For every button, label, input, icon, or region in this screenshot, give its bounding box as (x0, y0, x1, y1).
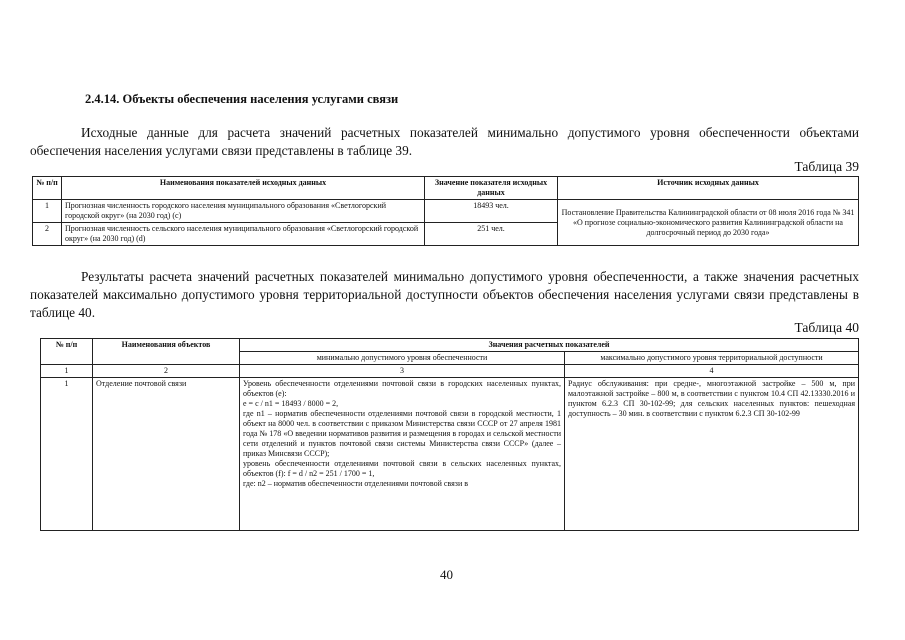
header-value: Значение показателя исходных данных (425, 177, 558, 200)
min-line: где: n2 – норматив обеспеченности отделениями почтовой связи в (243, 479, 469, 488)
section-title: 2.4.14. Объекты обеспечения населения услугами связи (85, 92, 399, 106)
table-row (33, 200, 859, 223)
header-source: Источник исходных данных (558, 177, 859, 200)
row-num: 1 (41, 378, 93, 531)
row-num: 1 (33, 200, 62, 223)
table-row (41, 378, 859, 531)
min-line: e = c / n1 = 18493 / 8000 = 2, (243, 399, 339, 408)
col-number: 2 (93, 365, 240, 378)
row-num: 2 (33, 223, 62, 246)
header-name: Наименования объектов (93, 339, 240, 365)
row-name: Прогнозная численность сельского населения муниципального образования «Светлогорский городской округ» (на 2030 год) (d) (62, 223, 425, 246)
row-min-text (240, 378, 565, 531)
table40-label: Таблица 40 (794, 320, 859, 335)
row-max-text: Радиус обслуживания: при средне-, многоэтажной застройке – 500 м, при малоэтажной застройке – 800 м, в соответствии с пунктом 10.4 СП 42.13330.2016 и пунктом 6.2.3 СП 30-102-99; для сельских населенных пунктов: пешеходная доступность – 30 мин. в соответствии с пунктом 6.2.3 СП 30-102-99 (565, 378, 859, 531)
column-number-row (41, 365, 859, 378)
table-39 (32, 176, 859, 246)
row-name: Прогнозная численность городского населения муниципального образования «Светлогорский городской округ» (на 2030 год) (c) (62, 200, 425, 223)
col-number: 1 (41, 365, 93, 378)
row-value: 18493 чел. (425, 200, 558, 223)
col-number: 3 (240, 365, 565, 378)
row-source: Постановление Правительства Калининградской области от 08 июля 2016 года № 341 «О прогнозе социально-экономического развития Калининградской области на долгосрочный период до 2030 года» (558, 200, 859, 246)
min-line: уровень обеспеченности отделениями почтовой связи в сельских населенных пунктах, объектов (f): f = d / n2 = 251 / 1700 = 1, (243, 459, 561, 478)
row-value: 251 чел. (425, 223, 558, 246)
header-name: Наименования показателей исходных данных (62, 177, 425, 200)
table-header-row (41, 339, 859, 352)
header-min: минимально допустимого уровня обеспеченности (240, 352, 565, 365)
header-num: № п/п (41, 339, 93, 365)
row-name: Отделение почтовой связи (93, 378, 240, 531)
col-number: 4 (565, 365, 859, 378)
table39-label: Таблица 39 (794, 159, 859, 174)
header-group: Значения расчетных показателей (240, 339, 859, 352)
page-number: 40 (440, 567, 453, 582)
table-header-row (33, 177, 859, 200)
min-line: Уровень обеспеченности отделениями почтовой связи в городских населенных пунктах, объектов (e): (243, 379, 561, 398)
results-paragraph: Результаты расчета значений расчетных показателей минимально допустимого уровня обеспеченности, а также значения расчетных показателей максимально допустимого уровня территориальной доступности объектов обеспечения населения услугами связи представлены в таблице 40. (30, 269, 859, 320)
min-line: где n1 – норматив обеспеченности отделениями почтовой связи в городской местности, 1 объект на 8000 чел. в соответствии с приказом Министерства связи СССР от 27 апреля 1981 года № 178 «О введении нормативов развития и размещения в городах и сельской местности сети отделений и пунктов почтовой связи системы Министерства связи СССР» (далее – приказ Минсвязи СССР); (243, 409, 561, 458)
header-max: максимально допустимого уровня территориальной доступности (565, 352, 859, 365)
table-40 (40, 338, 859, 531)
intro-paragraph: Исходные данные для расчета значений расчетных показателей минимально допустимого уровня обеспеченности объектами обеспечения населения услугами связи представлены в таблице 39. (30, 125, 859, 158)
header-num: № п/п (33, 177, 62, 200)
